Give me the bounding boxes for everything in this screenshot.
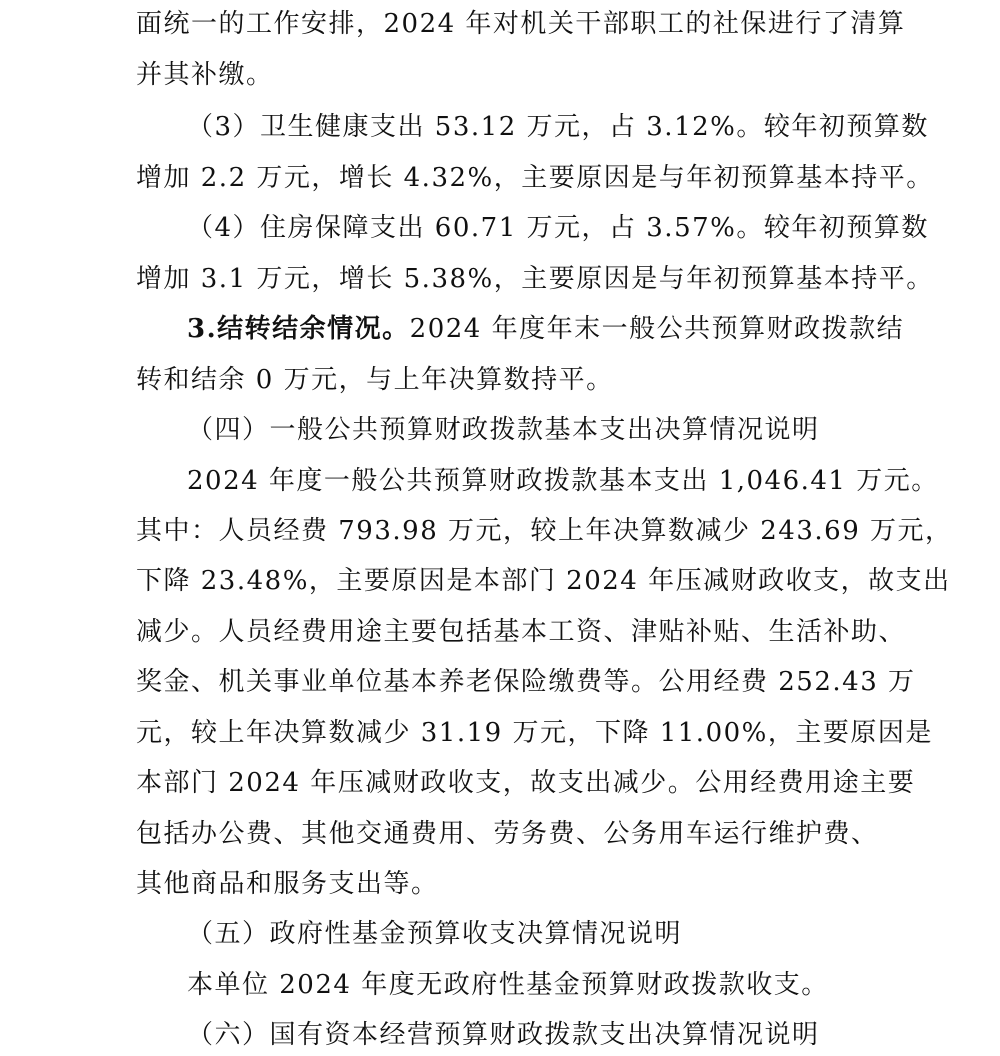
basic-expense-line-4: 减少。人员经费用途主要包括基本工资、津贴补贴、生活补助、 [136,617,907,647]
gov-fund-statement: 本单位 2024 年度无政府性基金预算财政拨款收支。 [187,970,829,1000]
carryover-line-1 [0,312,1000,346]
health-expense-line-2: 增加 2.2 万元，增长 4.32%，主要原因是与年初预算基本持平。 [136,163,934,193]
health-expense-line-1: （3）卫生健康支出 53.12 万元，占 3.12%。较年初预算数 [187,112,929,142]
carryover-heading: 3.结转结余情况。 [187,314,410,344]
section-6-heading: （六）国有资本经营预算财政拨款支出决算情况说明 [187,1020,820,1050]
basic-expense-line-2: 其中：人员经费 793.98 万元，较上年决算数减少 243.69 万元， [136,516,953,546]
basic-expense-line-8: 包括办公费、其他交通费用、劳务费、公务用车运行维护费、 [136,819,879,849]
section-5-heading: （五）政府性基金预算收支决算情况说明 [187,919,683,949]
basic-expense-line-1: 2024 年度一般公共预算财政拨款基本支出 1,046.41 万元。 [187,466,939,496]
basic-expense-line-9: 其他商品和服务支出等。 [136,869,439,899]
section-4-heading: （四）一般公共预算财政拨款基本支出决算情况说明 [187,415,820,445]
carryover-line-1-text: 2024 年度年末一般公共预算财政拨款结 [409,314,905,344]
social-insurance-line-1: 面统一的工作安排，2024 年对机关干部职工的社保进行了清算 [136,9,906,39]
basic-expense-line-3: 下降 23.48%，主要原因是本部门 2024 年压减财政收支，故支出 [136,566,951,596]
basic-expense-line-6: 元，较上年决算数减少 31.19 万元，下降 11.00%，主要原因是 [136,718,933,748]
carryover-line-2: 转和结余 0 万元，与上年决算数持平。 [136,365,614,395]
housing-expense-line-1: （4）住房保障支出 60.71 万元，占 3.57%。较年初预算数 [187,213,929,243]
social-insurance-line-2: 并其补缴。 [136,60,274,90]
basic-expense-line-7: 本部门 2024 年压减财政收支，故支出减少。公用经费用途主要 [136,768,916,798]
housing-expense-line-2: 增加 3.1 万元，增长 5.38%，主要原因是与年初预算基本持平。 [136,264,934,294]
basic-expense-line-5: 奖金、机关事业单位基本养老保险缴费等。公用经费 252.43 万 [136,667,916,697]
